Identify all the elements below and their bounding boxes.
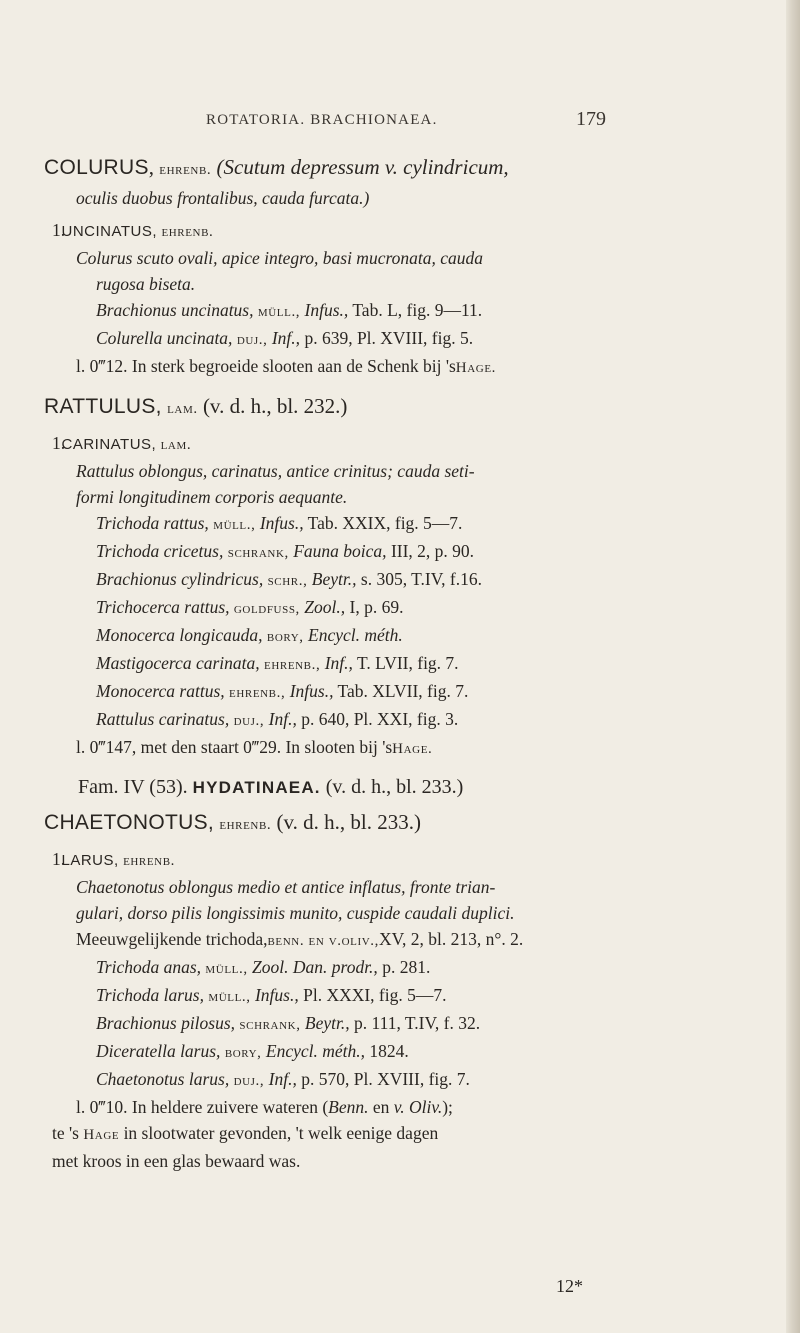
species-heading: 1. UNCINATUS, ehrenb.: [52, 220, 214, 240]
running-head: [0, 108, 786, 136]
species-description-cont: formi longitudinem corporis aequante.: [76, 487, 348, 507]
genus-authority: ehrenb.: [159, 162, 212, 178]
genus-name: CHAETONOTUS,: [44, 811, 215, 834]
synonym-line: Rattulus carinatus, duj., Inf., p. 640, Pl. XXI, fig. 3.: [96, 709, 459, 729]
species-heading: 1. CARINATUS, lam.: [52, 433, 192, 453]
synonym-line: Colurella uncinata, duj., Inf., p. 639, Pl. XVIII, fig. 5.: [96, 328, 474, 348]
genus-heading-rattulus: [44, 391, 632, 424]
species-description: Chaetonotus oblongus medio et antice inflatus, fronte trian-: [76, 877, 496, 897]
page-edge: [786, 0, 800, 1333]
locality-line: te 's Hage in slootwater gevonden, 't welk eenige dagen: [52, 1123, 439, 1143]
synonym-line: Chaetonotus larus, duj., Inf., p. 570, Pl. XVIII, fig. 7.: [96, 1069, 470, 1089]
synonym-line: Trichoda anas, müll., Zool. Dan. prodr., p. 281.: [96, 957, 431, 977]
genus-reference: (v. d. h., bl. 232.): [202, 394, 348, 418]
family-name: HYDATINAEA.: [192, 778, 321, 797]
running-head-title: ROTATORIA. BRACHIONAEA.: [206, 112, 438, 128]
signature-mark: 12*: [556, 1276, 583, 1296]
page-number: 179: [576, 108, 606, 130]
genus-name: RATTULUS,: [44, 395, 162, 418]
synonym-line: Trichoda rattus, müll., Infus., Tab. XXIX, fig. 5—7.: [96, 513, 463, 533]
species-description-cont: rugosa biseta.: [96, 274, 196, 294]
synonym-line: Monocerca rattus, ehrenb., Infus., Tab. XLVII, fig. 7.: [96, 681, 469, 701]
synonym-line: Brachionus pilosus, schrank, Beytr., p. 111, T.IV, f. 32.: [96, 1013, 481, 1033]
locality-line: met kroos in een glas bewaard was.: [52, 1151, 301, 1171]
page-content: [44, 152, 632, 1174]
locality-line: l. 0‴12. In sterk begroeide slooten aan de Schenk bij 'sHage.: [76, 356, 496, 376]
synonym-line: Trichoda cricetus, schrank, Fauna boica, III, 2, p. 90.: [96, 541, 475, 561]
locality-line: l. 0‴10. In heldere zuivere wateren (Benn. en v. Oliv.);: [76, 1097, 453, 1117]
species-description: Rattulus oblongus, carinatus, antice crinitus; cauda seti-: [76, 461, 475, 481]
synonym-line: Mastigocerca carinata, ehrenb., Inf., T. LVII, fig. 7.: [96, 653, 459, 673]
family-reference: (v. d. h., bl. 233.): [325, 776, 464, 798]
genus-heading-colurus: COLURUS, ehrenb. (Scutum depressum v. cylindricum,: [44, 155, 509, 179]
synonym-line: Monocerca longicauda, bory, Encycl. méth.: [96, 625, 403, 645]
synonym-line: Diceratella larus, bory, Encycl. méth., 1824.: [96, 1041, 409, 1061]
genus-reference: (v. d. h., bl. 233.): [276, 810, 421, 834]
synonym-line: Trichoda larus, müll., Infus., Pl. XXXI, fig. 5—7.: [96, 985, 447, 1005]
genus-heading-chaetonotus: [44, 807, 632, 840]
genus-name: COLURUS: [44, 156, 149, 179]
genus-diagnosis: (Scutum depressum v. cylindricum,: [216, 155, 509, 179]
locality-line: l. 0‴147, met den staart 0‴29. In slooten bij 'sHage.: [76, 737, 433, 757]
species-description: Colurus scuto ovali, apice integro, basi mucronata, cauda: [76, 248, 484, 268]
species-heading: 1. LARUS, ehrenb.: [52, 849, 176, 869]
synonym-line: Brachionus uncinatus, müll., Infus., Tab. L, fig. 9—11.: [96, 300, 483, 320]
synonym-line: Brachionus cylindricus, schr., Beytr., s. 305, T.IV, f.16.: [96, 569, 482, 589]
family-label: Fam. IV (53).: [78, 776, 188, 798]
synonym-line: Meeuwgelijkende trichoda,benn. en v.oliv.,XV, 2, bl. 213, n°. 2.: [76, 929, 524, 949]
genus-diagnosis-cont: oculis duobus frontalibus, cauda furcata.): [76, 188, 370, 208]
synonym-line: Trichocerca rattus, goldfuss, Zool., I, p. 69.: [96, 597, 404, 617]
family-heading: [78, 772, 632, 803]
genus-authority: ehrenb.: [219, 817, 272, 833]
genus-authority: lam.: [167, 401, 198, 417]
species-description-cont: gulari, dorso pilis longissimis munito, cuspide caudali duplici.: [76, 903, 515, 923]
